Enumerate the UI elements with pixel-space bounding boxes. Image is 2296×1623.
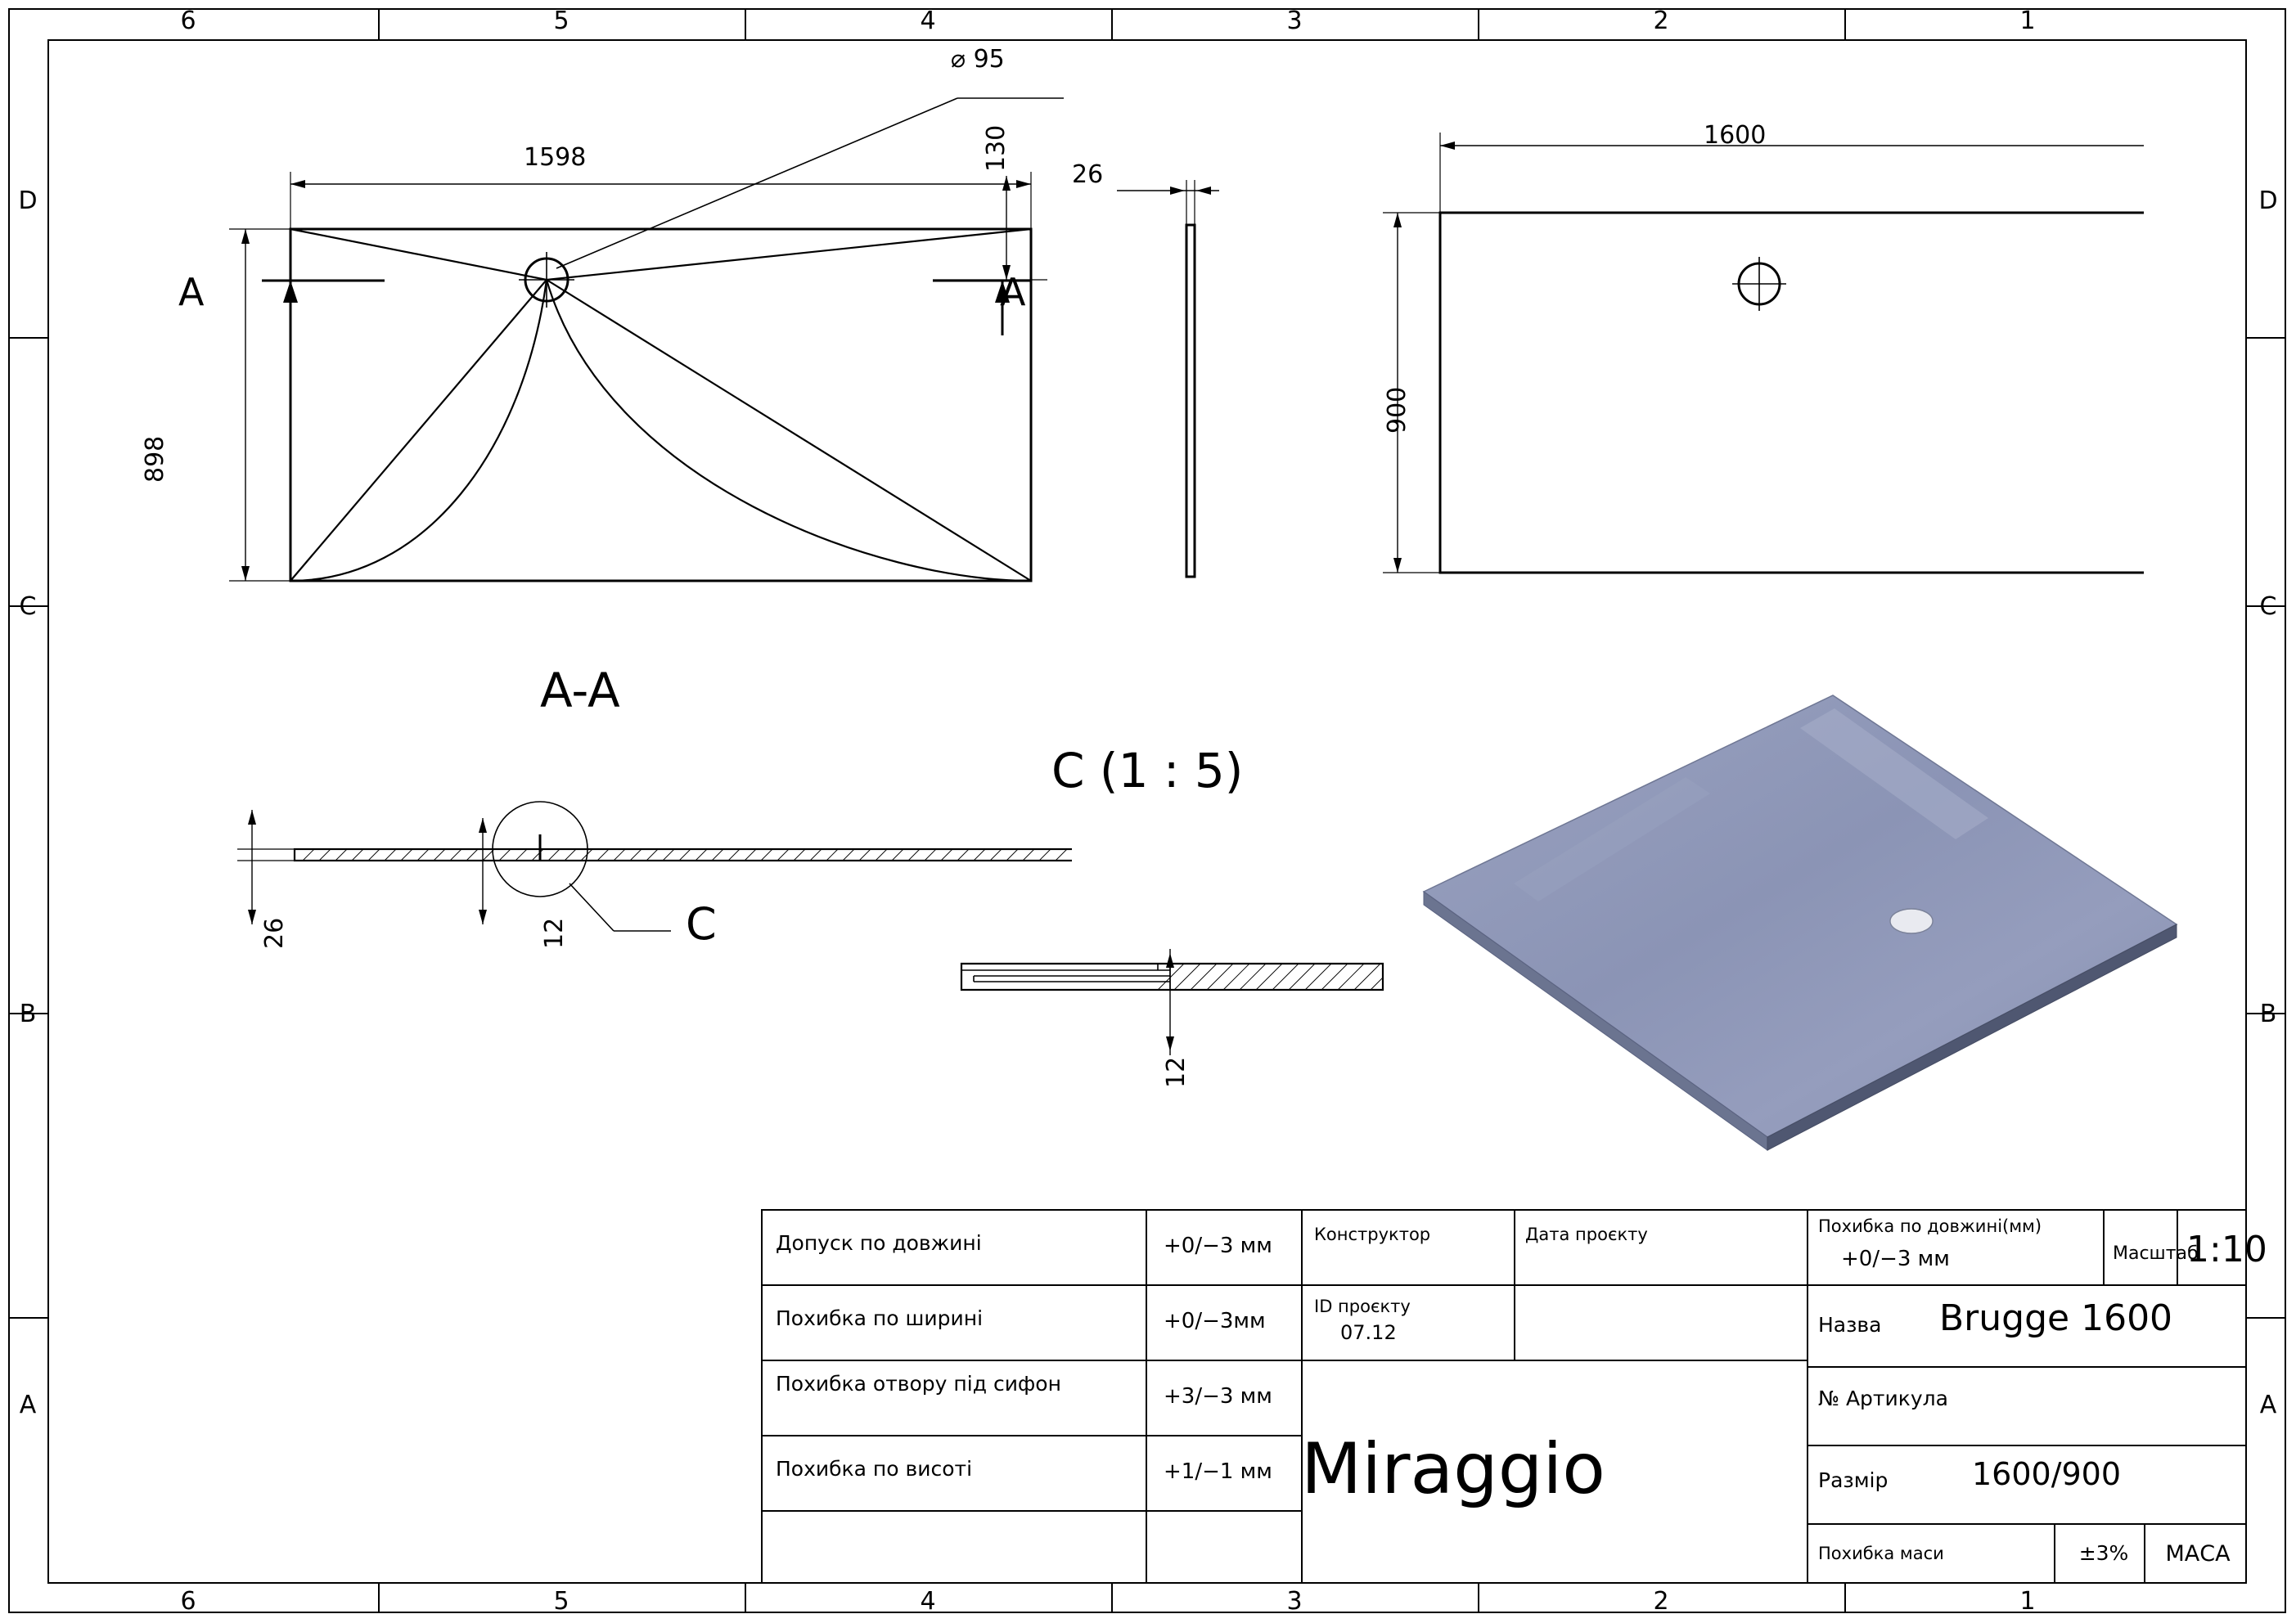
project-date-label: Дата проєкту [1525, 1225, 1648, 1244]
zone-label-top-2: 2 [1653, 7, 1669, 35]
article-label: № Артикула [1818, 1387, 1948, 1410]
zone-tick [1478, 1584, 1479, 1613]
zone-label-right-D: D [2258, 187, 2278, 215]
zone-tick [378, 8, 380, 39]
dim-front-height: 900 [1383, 386, 1411, 434]
zone-tick [8, 337, 47, 339]
zone-tick [2247, 337, 2286, 339]
zone-label-top-4: 4 [920, 7, 936, 35]
zone-label-bottom-4: 4 [920, 1587, 936, 1616]
size-value: 1600/900 [1972, 1456, 2122, 1492]
tb-line [761, 1582, 2247, 1584]
zone-label-right-C: C [2259, 592, 2277, 621]
dim-section-thickness: 26 [260, 917, 289, 949]
tolerance-value-0: +0/−3 мм [1164, 1234, 1272, 1258]
zone-label-right-A: A [2259, 1391, 2277, 1419]
detail-marker-c: C [686, 898, 717, 950]
isometric-tray [1416, 679, 2209, 1178]
zone-label-right-B: B [2259, 1000, 2277, 1028]
zone-label-bottom-6: 6 [180, 1587, 196, 1616]
tolerance-value-2: +3/−3 мм [1164, 1384, 1272, 1409]
tb-line [761, 1209, 763, 1584]
tolerance-value-1: +0/−3мм [1164, 1309, 1266, 1333]
zone-tick [1111, 1584, 1113, 1613]
dim-hole-offset: 130 [982, 124, 1011, 172]
zone-tick [745, 1584, 746, 1613]
zone-label-top-1: 1 [2019, 7, 2036, 35]
zone-label-bottom-2: 2 [1653, 1587, 1669, 1616]
tolerance-label-3: Похибка по висоті [776, 1457, 973, 1481]
zone-label-top-3: 3 [1286, 7, 1303, 35]
section-aa-title: A-A [540, 663, 620, 718]
length-tolerance-value: +0/−3 мм [1841, 1247, 1950, 1271]
zone-label-left-A: A [19, 1391, 37, 1419]
dim-side-thickness: 26 [1072, 160, 1104, 189]
zone-tick [1844, 8, 1846, 39]
zone-tick [1111, 8, 1113, 39]
zone-label-top-6: 6 [180, 7, 196, 35]
dim-hole-diameter: ⌀ 95 [951, 45, 1005, 74]
tolerance-label-0: Допуск по довжині [776, 1231, 982, 1255]
dim-detail-step: 12 [1162, 1056, 1191, 1088]
side-edge-view [1039, 155, 1219, 614]
zone-tick [8, 1317, 47, 1319]
zone-tick [745, 8, 746, 39]
scale-value: 1:10 [2186, 1229, 2267, 1270]
dim-section-step: 12 [540, 917, 569, 949]
section-marker-a-left: A [178, 270, 205, 314]
detail-c-title: C (1 : 5) [1051, 743, 1244, 798]
tolerance-label-1: Похибка по ширині [776, 1306, 984, 1330]
dim-top-height: 898 [141, 435, 169, 483]
zone-label-left-B: B [19, 1000, 37, 1028]
brand-logo: Miraggio [1301, 1428, 1605, 1510]
size-label: Размір [1818, 1468, 1889, 1492]
project-id-value: 07.12 [1340, 1321, 1397, 1344]
title-block [761, 1209, 2267, 1584]
dim-top-width: 1598 [524, 143, 587, 172]
zone-tick [2247, 1317, 2286, 1319]
section-marker-a-right: A [1000, 270, 1026, 314]
zone-label-bottom-3: 3 [1286, 1587, 1303, 1616]
designer-label: Конструктор [1314, 1225, 1431, 1244]
dim-front-width: 1600 [1704, 121, 1767, 150]
zone-label-left-C: C [19, 592, 37, 621]
zone-label-bottom-5: 5 [553, 1587, 569, 1616]
zone-label-left-D: D [18, 187, 38, 215]
zone-label-top-5: 5 [553, 7, 569, 35]
front-view [1326, 82, 2144, 638]
zone-label-bottom-1: 1 [2019, 1587, 2036, 1616]
mass-tolerance-label: Похибка маси [1818, 1544, 1944, 1563]
mass-label: МАСА [2165, 1541, 2231, 1567]
tolerance-value-3: +1/−1 мм [1164, 1459, 1272, 1484]
name-label: Назва [1818, 1313, 1882, 1337]
mass-tolerance-value: ±3% [2078, 1541, 2129, 1565]
project-id-label: ID проєкту [1314, 1297, 1411, 1316]
scale-label: Масштаб [2113, 1243, 2199, 1264]
zone-tick [378, 1584, 380, 1613]
top-view-plan [115, 41, 1064, 597]
name-value: Brugge 1600 [1939, 1297, 2173, 1339]
zone-tick [1844, 1584, 1846, 1613]
zone-tick [1478, 8, 1479, 39]
tb-line [761, 1209, 2247, 1211]
tolerance-label-2: Похибка отвору під сифон [776, 1372, 1061, 1396]
length-tolerance-label: Похибка по довжині(мм) [1818, 1216, 2042, 1236]
